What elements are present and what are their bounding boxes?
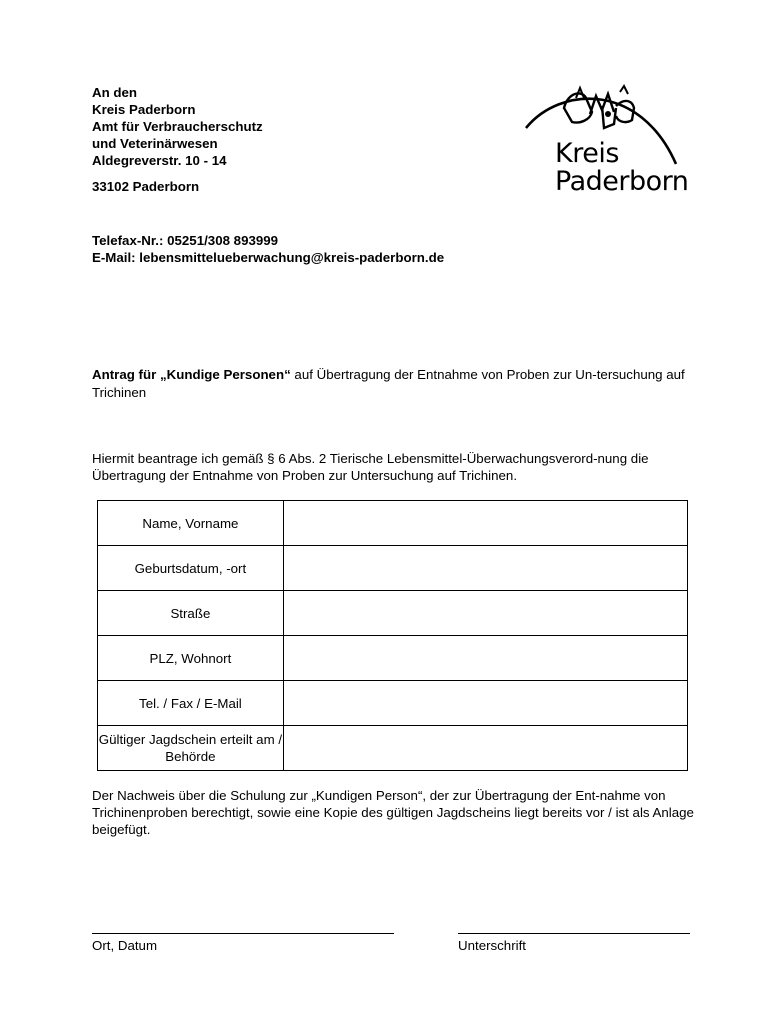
address-line: Aldegreverstr. 10 - 14 xyxy=(92,153,227,168)
table-row xyxy=(98,636,688,681)
city-label: PLZ, Wohnort xyxy=(98,636,284,681)
table-row xyxy=(98,726,688,771)
fax-number: Telefax-Nr.: 05251/308 893999 xyxy=(92,233,279,248)
place-date-line[interactable] xyxy=(92,933,394,934)
place-date-label: Ort, Datum xyxy=(92,938,158,953)
birth-field[interactable] xyxy=(283,546,687,591)
address-line: An den xyxy=(92,85,138,100)
street-field[interactable] xyxy=(283,591,687,636)
title-bold: Antrag für „Kundige Personen“ xyxy=(92,367,291,382)
title-rest: auf Übertragung der Entnahme von Proben zur Un-tersuchung auf Trichinen xyxy=(92,367,685,400)
proof-paragraph: Der Nachweis über die Schulung zur „Kundigen Person“, der zur Übertragung der Ent-nahme von Trichinenproben berechtigt, sowie eine Kopie des gültigen Jagdscheins liegt bereits vor / ist als Anlage beigefügt. xyxy=(92,788,694,837)
address-line: Kreis Paderborn xyxy=(92,102,196,117)
kreis-paderborn-logo xyxy=(520,84,690,198)
application-title xyxy=(92,366,692,402)
hunting-license-label: Gültiger Jagdschein erteilt am / Behörde xyxy=(98,726,284,771)
city-field[interactable] xyxy=(283,636,687,681)
address-line: Amt für Verbraucherschutz xyxy=(92,119,263,134)
name-field[interactable] xyxy=(283,501,687,546)
logo-word-kreis: Kreis xyxy=(555,138,619,169)
contact-field[interactable] xyxy=(283,681,687,726)
contact-block xyxy=(92,232,444,266)
table-row xyxy=(98,546,688,591)
logo-word-paderborn: Paderborn xyxy=(555,166,689,197)
street-label: Straße xyxy=(98,591,284,636)
signature-line[interactable] xyxy=(458,933,690,934)
recipient-address xyxy=(92,84,263,195)
contact-label: Tel. / Fax / E-Mail xyxy=(98,681,284,726)
applicant-form-table xyxy=(97,500,688,771)
birth-label: Geburtsdatum, -ort xyxy=(98,546,284,591)
hunting-license-field[interactable] xyxy=(283,726,687,771)
table-row xyxy=(98,591,688,636)
address-line: und Veterinärwesen xyxy=(92,136,218,151)
name-label: Name, Vorname xyxy=(98,501,284,546)
email-address: E-Mail: lebensmittelueberwachung@kreis-paderborn.de xyxy=(92,250,445,265)
table-row xyxy=(98,681,688,726)
address-city: 33102 Paderborn xyxy=(92,179,200,194)
signature-label: Unterschrift xyxy=(458,938,526,953)
table-row xyxy=(98,501,688,546)
intro-paragraph: Hiermit beantrage ich gemäß § 6 Abs. 2 Tierische Lebensmittel-Überwachungsverord-nung die Übertragung der Entnahme von Proben zur Untersuchung auf Trichinen. xyxy=(92,451,649,483)
